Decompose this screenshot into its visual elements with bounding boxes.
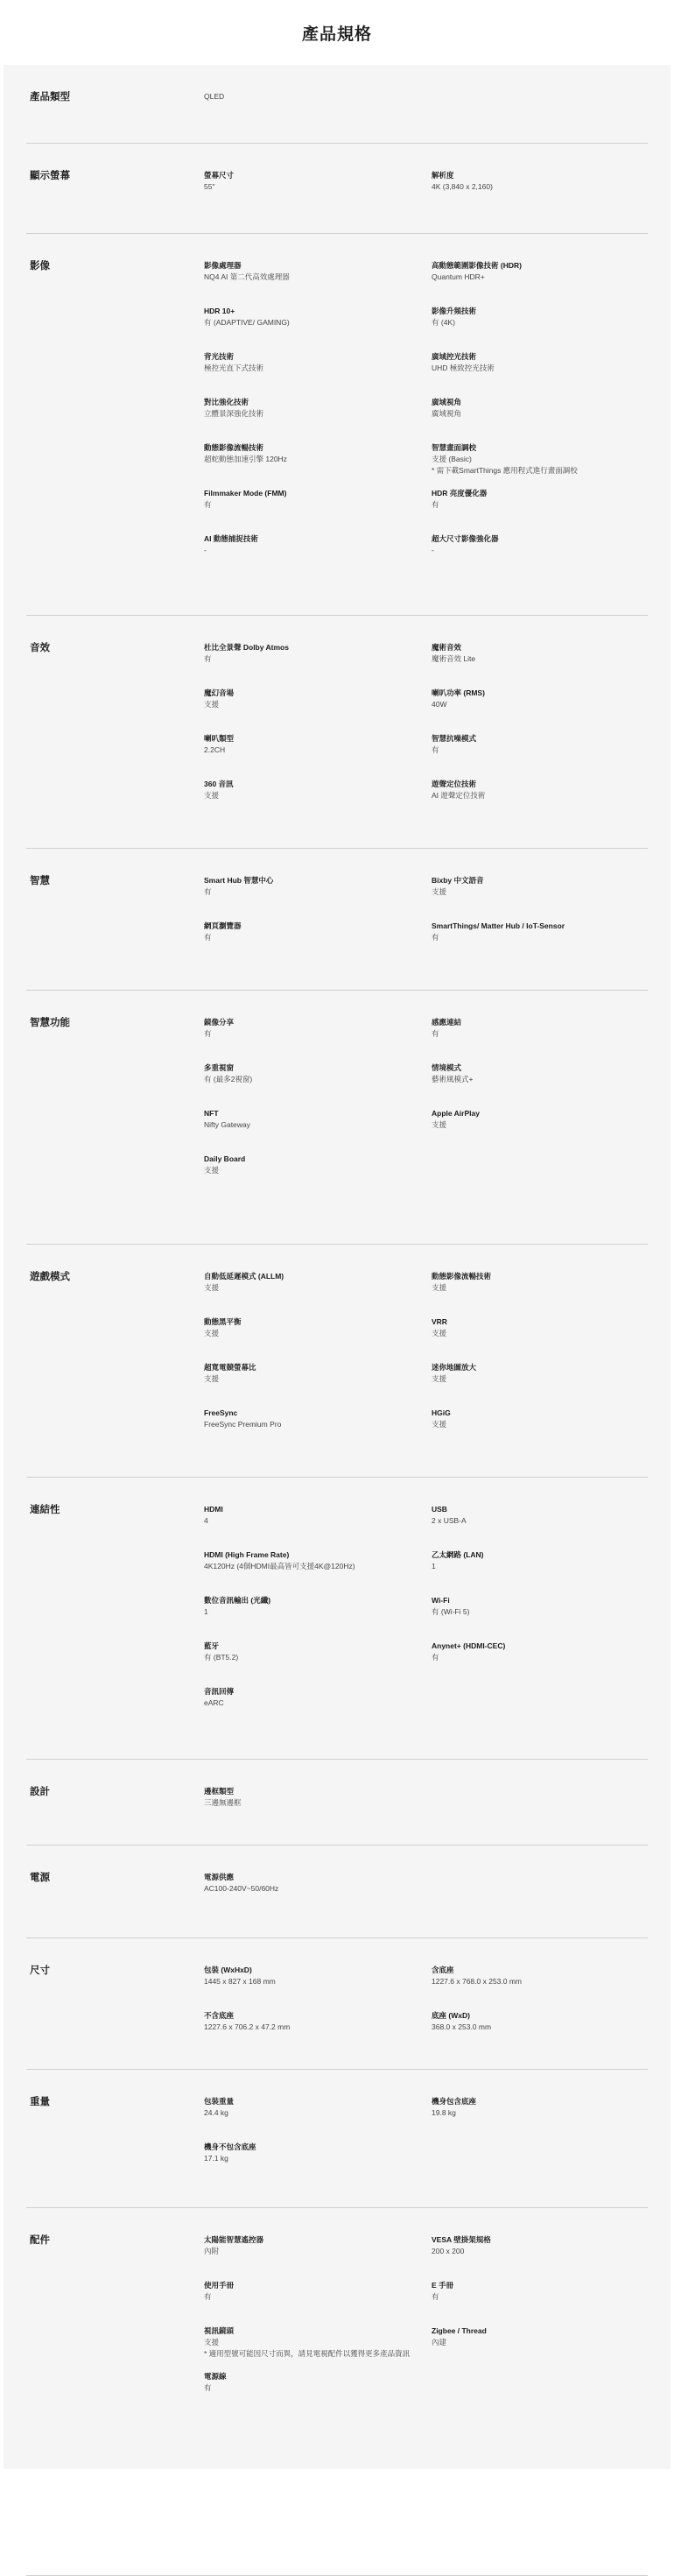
spec-item xyxy=(204,397,414,420)
spec-item xyxy=(432,1362,642,1385)
spec-label: 數位音訊輸出 (光纖) xyxy=(204,1596,271,1605)
spec-label: 多重視窗 xyxy=(204,1063,235,1072)
spec-label: 感應連結 xyxy=(432,1018,462,1027)
spec-value: - xyxy=(432,546,434,554)
spec-item xyxy=(204,351,414,374)
spec-label: 智慧抗噪模式 xyxy=(432,734,477,743)
section-title: 顯示螢幕 xyxy=(30,171,70,181)
spec-note: * 需下載SmartThings 應用程式進行畫面調校 xyxy=(432,466,578,475)
spec-value: 極控光直下式技術 xyxy=(204,363,264,372)
spec-value: 有 (最多2視窗) xyxy=(204,1075,253,1083)
spec-label: HDMI (High Frame Rate) xyxy=(204,1550,290,1559)
spec-label: 不含底座 xyxy=(204,2011,235,2020)
spec-item xyxy=(204,1786,414,1809)
spec-value: 2.2CH xyxy=(204,745,226,754)
spec-value: - xyxy=(204,546,207,554)
spec-item xyxy=(432,260,642,283)
spec-item xyxy=(432,306,642,328)
section-title: 連結性 xyxy=(30,1505,60,1515)
spec-value: 17.1 kg xyxy=(204,2154,228,2163)
spec-value: Quantum HDR+ xyxy=(432,272,485,281)
spec-item xyxy=(204,1017,414,1040)
spec-label: VESA 壁掛架規格 xyxy=(432,2235,491,2244)
spec-section xyxy=(26,849,648,991)
spec-item xyxy=(432,442,642,476)
spec-label: 包裝重量 xyxy=(204,2097,235,2106)
spec-label: 視訊鏡頭 xyxy=(204,2326,235,2335)
spec-value: 2 x USB-A xyxy=(432,1516,467,1525)
spec-item xyxy=(204,875,414,898)
spec-item xyxy=(204,2325,414,2359)
spec-value: 有 xyxy=(432,1653,439,1662)
spec-value: 有 xyxy=(204,2383,212,2392)
spec-value: 4K (3,840 x 2,160) xyxy=(432,182,493,191)
spec-label: 對比強化技術 xyxy=(204,398,249,406)
spec-label: 太陽能智慧遙控器 xyxy=(204,2235,264,2244)
spec-item xyxy=(204,1154,414,1176)
spec-item xyxy=(204,306,414,328)
section-title: 重量 xyxy=(30,2097,50,2107)
spec-item xyxy=(432,1965,642,1987)
spec-item xyxy=(204,688,414,710)
spec-item xyxy=(204,260,414,283)
spec-value: Nifty Gateway xyxy=(204,1120,250,1129)
spec-label: Bixby 中文語音 xyxy=(432,876,484,885)
spec-item xyxy=(432,351,642,374)
spec-value: 內附 xyxy=(204,2247,220,2255)
spec-value: eARC xyxy=(204,1698,224,1707)
spec-label: 超寬電競螢幕比 xyxy=(204,1363,256,1372)
spec-label: NFT xyxy=(204,1109,219,1118)
spec-value: 支援 xyxy=(432,1120,447,1129)
spec-item xyxy=(432,875,642,898)
spec-value: 有 xyxy=(204,887,212,896)
spec-item xyxy=(432,921,642,943)
spec-label: 底座 (WxD) xyxy=(432,2011,470,2020)
spec-label: 電源線 xyxy=(204,2372,227,2381)
spec-label: 包裝 (WxHxD) xyxy=(204,1966,252,1974)
spec-value: 19.8 kg xyxy=(432,2108,456,2117)
spec-label: 背光技術 xyxy=(204,352,235,361)
spec-value: 有 xyxy=(432,1029,439,1038)
spec-value: 有 (ADAPTIVE/ GAMING) xyxy=(204,318,290,327)
spec-section xyxy=(26,1938,648,2070)
spec-value: 內建 xyxy=(432,2338,447,2347)
spec-item xyxy=(204,642,414,665)
spec-note: * 適用型號可能因尺寸而異，請見電視配件以獲得更多產品資訊 xyxy=(204,2349,411,2358)
spec-value: 立體景深強化技術 xyxy=(204,409,264,418)
spec-label: 動態影像流暢技術 xyxy=(432,1272,492,1281)
spec-value: 支援 xyxy=(204,700,220,709)
spec-item xyxy=(432,170,642,193)
spec-label: 超大尺寸影像強化器 xyxy=(432,534,499,543)
spec-item xyxy=(204,1641,414,1663)
spec-item xyxy=(204,1504,414,1527)
spec-value: 有 xyxy=(432,933,439,942)
spec-label: 動態黑平衡 xyxy=(204,1317,242,1326)
spec-value: 支援 xyxy=(204,1329,220,1337)
spec-value: 支援 xyxy=(432,887,447,896)
spec-value: 有 (4K) xyxy=(432,318,455,327)
spec-label: 電源供應 xyxy=(204,1873,235,1881)
spec-value: AI 遊聲定位技術 xyxy=(432,791,486,800)
spec-value: 廣域視角 xyxy=(432,409,462,418)
spec-section xyxy=(26,1478,648,1760)
spec-item xyxy=(432,2234,642,2257)
spec-label: HDR 10+ xyxy=(204,307,235,315)
spec-item xyxy=(204,733,414,756)
spec-label: 機身包含底座 xyxy=(432,2097,477,2106)
section-title: 音效 xyxy=(30,643,50,653)
spec-section xyxy=(26,144,648,234)
spec-value: 24.4 kg xyxy=(204,2108,228,2117)
spec-value: 368.0 x 253.0 mm xyxy=(432,2022,492,2031)
section-title: 影像 xyxy=(30,261,50,272)
spec-label: 鏡像分享 xyxy=(204,1018,235,1027)
spec-item xyxy=(204,170,414,193)
section-title: 產品類型 xyxy=(30,92,70,102)
spec-item xyxy=(204,779,414,801)
spec-label: 廣域控光技術 xyxy=(432,352,477,361)
section-title: 電源 xyxy=(30,1873,50,1883)
spec-label: 360 音訊 xyxy=(204,780,234,788)
spec-item xyxy=(204,1686,414,1709)
spec-value: 三邊無邊框 xyxy=(204,1798,242,1807)
spec-label: Anynet+ (HDMI-CEC) xyxy=(432,1641,506,1650)
spec-item xyxy=(432,397,642,420)
spec-label: HDMI xyxy=(204,1505,223,1514)
page-title: 產品規格 xyxy=(301,25,372,44)
spec-item xyxy=(432,2280,642,2303)
spec-section xyxy=(26,991,648,1245)
spec-item xyxy=(204,1362,414,1385)
spec-item xyxy=(204,2096,414,2119)
section-title: 配件 xyxy=(30,2235,50,2246)
spec-value: 支援 xyxy=(432,1283,447,1292)
spec-value: NQ4 AI 第二代高效處理器 xyxy=(204,272,290,281)
spec-item xyxy=(432,1641,642,1663)
spec-label: USB xyxy=(432,1505,447,1514)
spec-item xyxy=(432,1549,642,1572)
spec-item xyxy=(432,2010,642,2033)
spec-label: 遊聲定位技術 xyxy=(432,780,477,788)
spec-value: 200 x 200 xyxy=(432,2247,465,2255)
spec-section xyxy=(26,1760,648,1846)
spec-value: 藝術風模式+ xyxy=(432,1075,474,1083)
spec-label: 含底座 xyxy=(432,1966,454,1974)
spec-item xyxy=(204,533,414,556)
spec-label: 機身不包含底座 xyxy=(204,2142,256,2151)
spec-item xyxy=(432,1017,642,1040)
spec-label: 廣域視角 xyxy=(432,398,462,406)
spec-item xyxy=(204,1965,414,1987)
spec-label: 高動態範圍影像技術 (HDR) xyxy=(432,261,522,270)
spec-label: 使用手冊 xyxy=(204,2281,235,2290)
spec-panel xyxy=(4,65,670,2469)
spec-value: 4 xyxy=(204,1516,208,1525)
spec-value: 超蛇動態加速引擎 120Hz xyxy=(204,455,287,463)
spec-item xyxy=(432,688,642,710)
spec-value: 有 xyxy=(432,745,439,754)
spec-label: E 手冊 xyxy=(432,2281,454,2290)
spec-item xyxy=(432,642,642,665)
spec-item xyxy=(204,2010,414,2033)
spec-label: Smart Hub 智慧中心 xyxy=(204,876,274,885)
spec-value: 有 xyxy=(204,933,212,942)
spec-item xyxy=(432,2096,642,2119)
spec-value: 1227.6 x 768.0 x 253.0 mm xyxy=(432,1977,523,1986)
spec-label: HGiG xyxy=(432,1408,451,1417)
spec-label: 網頁瀏覽器 xyxy=(204,921,242,930)
spec-item xyxy=(204,1108,414,1131)
spec-value: FreeSync Premium Pro xyxy=(204,1420,282,1429)
section-title: 智慧功能 xyxy=(30,1018,70,1028)
spec-label: 魔幻音場 xyxy=(204,688,235,697)
spec-value: 40W xyxy=(432,700,447,709)
spec-item xyxy=(204,1872,414,1895)
spec-value: 支援 (Basic) xyxy=(432,455,472,463)
spec-label: 藍牙 xyxy=(204,1641,220,1650)
spec-item xyxy=(432,779,642,801)
spec-label: SmartThings/ Matter Hub / IoT-Sensor xyxy=(432,921,565,930)
spec-value: UHD 極致控光技術 xyxy=(432,363,495,372)
spec-label: 喇叭類型 xyxy=(204,734,235,743)
spec-value: 有 (BT5.2) xyxy=(204,1653,239,1662)
spec-item xyxy=(432,2325,642,2348)
spec-value: 魔術音效 Lite xyxy=(432,654,476,663)
spec-item xyxy=(204,921,414,943)
spec-label: 迷你地圖放大 xyxy=(432,1363,477,1372)
spec-value: 有 xyxy=(204,500,212,509)
spec-label: VRR xyxy=(432,1317,447,1326)
spec-value: 有 xyxy=(204,1029,212,1038)
spec-section xyxy=(26,1846,648,1938)
spec-item xyxy=(432,1108,642,1131)
spec-label: 智慧畫面調校 xyxy=(432,443,477,452)
spec-label: 喇叭功率 (RMS) xyxy=(432,688,485,697)
spec-section xyxy=(26,65,648,144)
spec-label: 自動低延遲模式 (ALLM) xyxy=(204,1272,284,1281)
spec-label: 影像處理器 xyxy=(204,261,242,270)
spec-value: 支援 xyxy=(432,1420,447,1429)
spec-section xyxy=(26,1245,648,1478)
spec-item xyxy=(204,91,414,102)
spec-item xyxy=(204,1408,414,1430)
spec-value: 支援 xyxy=(204,791,220,800)
spec-item xyxy=(432,533,642,556)
spec-item xyxy=(432,1504,642,1527)
spec-value: 有 (Wi-Fi 5) xyxy=(432,1607,470,1616)
spec-label: 解析度 xyxy=(432,171,454,180)
spec-section xyxy=(26,2070,648,2208)
spec-item xyxy=(204,1549,414,1572)
spec-value: 支援 xyxy=(432,1329,447,1337)
spec-value: 有 xyxy=(432,500,439,509)
spec-value: 有 xyxy=(432,2292,439,2301)
spec-item xyxy=(432,733,642,756)
spec-item xyxy=(204,2280,414,2303)
spec-item xyxy=(204,1316,414,1339)
spec-value: 支援 xyxy=(204,2338,220,2347)
spec-value: 1445 x 827 x 168 mm xyxy=(204,1977,276,1986)
spec-label: Daily Board xyxy=(204,1154,246,1163)
spec-value: AC100-240V~50/60Hz xyxy=(204,1884,279,1893)
spec-label: 乙太網路 (LAN) xyxy=(432,1550,484,1559)
spec-item xyxy=(432,1408,642,1430)
spec-value: 1227.6 x 706.2 x 47.2 mm xyxy=(204,2022,291,2031)
spec-item xyxy=(204,488,414,511)
spec-label: 魔術音效 xyxy=(432,643,462,652)
spec-value: 支援 xyxy=(204,1374,220,1383)
spec-item xyxy=(204,1595,414,1618)
spec-label: FreeSync xyxy=(204,1408,238,1417)
spec-label: 情境模式 xyxy=(432,1063,462,1072)
spec-label: 杜比全景聲 Dolby Atmos xyxy=(204,643,289,652)
spec-item xyxy=(204,2234,414,2257)
spec-section xyxy=(26,234,648,616)
spec-item xyxy=(204,442,414,465)
spec-item xyxy=(432,1595,642,1618)
spec-label: Wi-Fi xyxy=(432,1596,450,1605)
spec-item xyxy=(432,1271,642,1294)
section-title: 智慧 xyxy=(30,876,50,886)
spec-item xyxy=(432,1062,642,1085)
spec-item xyxy=(204,2371,414,2394)
spec-value: 支援 xyxy=(432,1374,447,1383)
spec-label: 影像升頻技術 xyxy=(432,307,477,315)
spec-item xyxy=(204,2142,414,2164)
spec-label: 螢幕尺寸 xyxy=(204,171,235,180)
spec-value: 4K120Hz (4個HDMI最高皆可支援4K@120Hz) xyxy=(204,1562,355,1570)
spec-label: 動態影像流暢技術 xyxy=(204,443,264,452)
spec-label: Filmmaker Mode (FMM) xyxy=(204,489,287,498)
section-title: 設計 xyxy=(30,1787,50,1797)
spec-value: 有 xyxy=(204,654,212,663)
spec-section xyxy=(26,2208,648,2576)
spec-item xyxy=(432,488,642,511)
spec-item xyxy=(204,1271,414,1294)
spec-label: 邊框類型 xyxy=(204,1787,235,1796)
spec-label: HDR 亮度優化器 xyxy=(432,489,488,498)
spec-item xyxy=(204,1062,414,1085)
spec-value: 有 xyxy=(204,2292,212,2301)
spec-value: 支援 xyxy=(204,1283,220,1292)
spec-list xyxy=(4,65,670,2576)
spec-label: Apple AirPlay xyxy=(432,1109,480,1118)
spec-section xyxy=(26,616,648,849)
spec-label: 音訊回傳 xyxy=(204,1687,235,1696)
section-title: 遊戲模式 xyxy=(30,1272,70,1282)
spec-value: 支援 xyxy=(204,1166,220,1175)
spec-value: QLED xyxy=(204,92,225,101)
spec-value: 1 xyxy=(432,1562,436,1570)
spec-value: 55" xyxy=(204,182,215,191)
spec-label: Zigbee / Thread xyxy=(432,2326,487,2335)
spec-item xyxy=(432,1316,642,1339)
section-title: 尺寸 xyxy=(30,1966,50,1976)
spec-value: 1 xyxy=(204,1607,208,1616)
spec-label: AI 動態捕捉技術 xyxy=(204,534,258,543)
